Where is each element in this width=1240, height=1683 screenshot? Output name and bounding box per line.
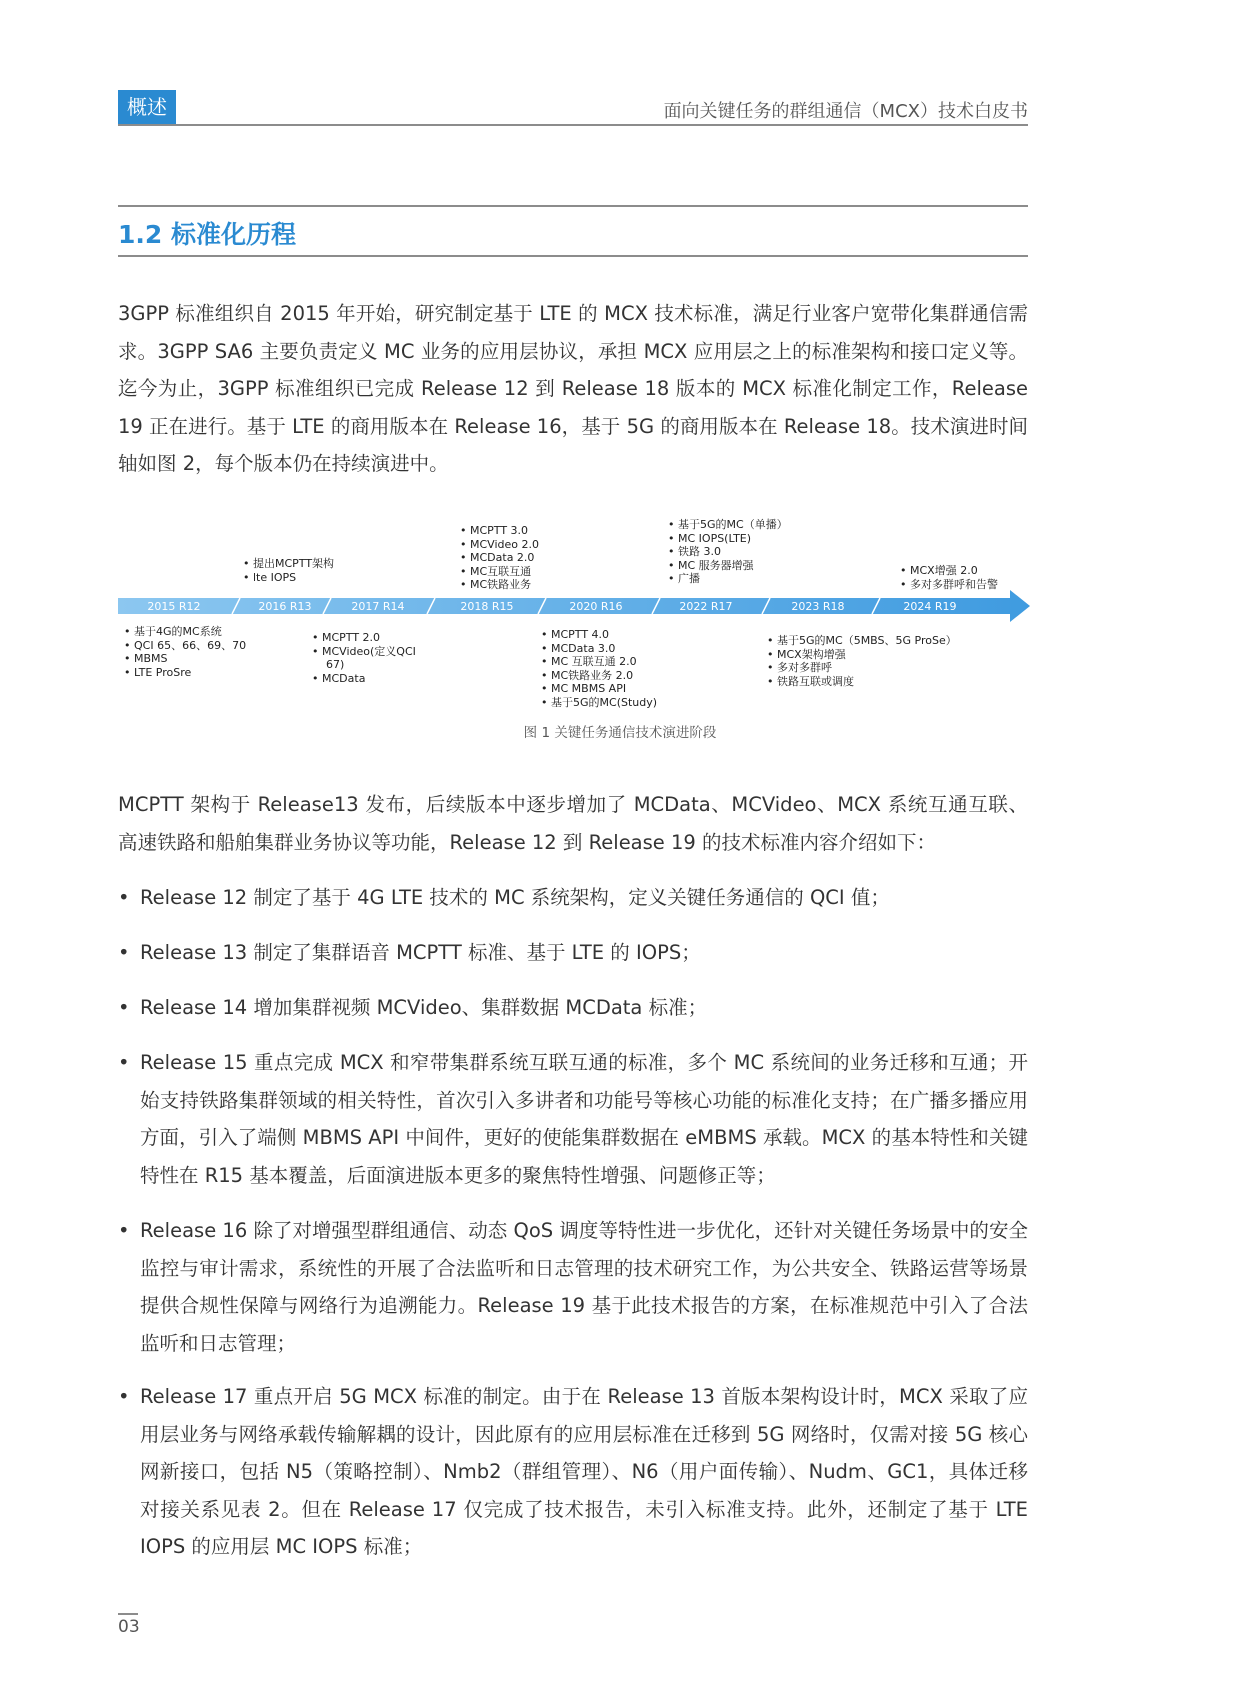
note-item: • 多对多群呼 (767, 661, 832, 674)
note-item: • MC 互联互通 2.0 (541, 655, 637, 668)
note-item: • MCPTT 3.0 (460, 524, 529, 537)
timeline-label-r16: 2020 R16 (569, 600, 623, 613)
section-title: 1.2 标准化历程 (118, 220, 296, 249)
timeline-label-r14: 2017 R14 (351, 600, 405, 613)
note-item: • MBMS (124, 652, 168, 665)
note-item: • 基于5G的MC（5MBS、5G ProSe） (767, 634, 957, 647)
bullet-dot: • (118, 1385, 130, 1408)
note-item: • MCVideo 2.0 (460, 537, 539, 551)
timeline-label-r18: 2023 R18 (791, 600, 845, 613)
note-item: • 铁路互联或调度 (767, 674, 854, 688)
timeline-note-r17 (668, 518, 788, 586)
page-number-rule (118, 1613, 138, 1615)
list-item-text: Release 15 重点完成 MCX 和窄带集群系统互联互通的标准，多个 MC 系统间的业务迁移和互通；开始支持铁路集群领域的相关特性，首次引入多讲者和功能号等核心功能的标准化支持；在广播多播应用方面，引入了端侧 MBMS API 中间件，更好的使能集群数据在 eMBMS 承载。MCX 的基本特性和关键特性在 R15 基本覆盖，后面演进版本更多的聚焦特性增强、问题修正等； (140, 1051, 1028, 1187)
timeline-note-r15 (460, 524, 539, 592)
timeline-label-r17: 2022 R17 (679, 600, 733, 613)
note-item: • 广播 (668, 572, 700, 585)
timeline-label-r15: 2018 R15 (460, 600, 514, 613)
page-number: 03 (118, 1617, 140, 1637)
list-item (118, 1212, 1028, 1362)
bullet-dot: • (118, 941, 130, 964)
note-item: • MC铁路业务 (460, 578, 532, 591)
note-item: • 基于5G的MC（单播） (668, 518, 788, 531)
timeline-label-r19: 2024 R19 (903, 600, 957, 613)
note-item: • MC铁路业务 2.0 (541, 668, 634, 682)
note-item: • MCX架构增强 (767, 647, 846, 661)
note-item: • 提出MCPTT架构 (243, 557, 335, 570)
note-item: • QCI 65、66、69、70 (124, 638, 247, 652)
note-item: • MC MBMS API (541, 682, 627, 695)
note-item: • MCData (312, 671, 366, 685)
note-item: • 基于5G的MC(Study) (541, 695, 658, 709)
note-item: • MCData 2.0 (460, 551, 535, 564)
note-item: • MCX增强 2.0 (900, 564, 978, 577)
list-item (118, 989, 1028, 1027)
list-item (118, 1378, 1028, 1566)
timeline-label-r12: 2015 R12 (147, 600, 201, 613)
note-item: • MCPTT 4.0 (541, 628, 610, 641)
bullet-dot: • (118, 886, 130, 909)
timeline-note-r12 (124, 625, 246, 679)
chapter-tag: 概述 (118, 90, 176, 124)
timeline-note-r13 (243, 557, 334, 584)
bullet-dot: • (118, 1051, 130, 1074)
note-item: • MC互联互通 (460, 564, 532, 578)
bullet-dot: • (118, 996, 130, 1019)
note-item: • MCPTT 2.0 (312, 631, 381, 644)
list-item (118, 879, 1028, 917)
list-item (118, 1044, 1028, 1194)
list-item-text: Release 12 制定了基于 4G LTE 技术的 MC 系统架构，定义关键任务通信的 QCI 值； (140, 886, 890, 909)
note-item: • 基于4G的MC系统 (124, 625, 222, 638)
note-item: • lte IOPS (243, 570, 297, 584)
timeline-note-r16 (541, 628, 657, 709)
list-item-text: Release 17 重点开启 5G MCX 标准的制定。由于在 Release 13 首版本架构设计时，MCX 采取了应用层业务与网络承载传输解耦的设计，因此原有的应用层标准在迁移到 5G 网络时，仅需对接 5G 核心网新接口，包括 N5（策略控制）、Nmb2（群组管理）、N6（用户面传输）、Nudm、GC1，具体迁移对接关系见表 2。但在 Release 17 仅完成了技术报告，未引入标准支持。此外，还制定了基于 LTE IOPS 的应用层 MC IOPS 标准； (140, 1385, 1028, 1558)
intro-paragraph: 3GPP 标准组织自 2015 年开始，研究制定基于 LTE 的 MCX 技术标准，满足行业客户宽带化集群通信需求。3GPP SA6 主要负责定义 MC 业务的应用层协议，承担 MCX 应用层之上的标准架构和接口定义等。迄今为止，3GPP 标准组织已完成 Release 12 到 Release 18 版本的 MCX 标准化制定工作，Release 19 正在进行。基于 LTE 的商用版本在 Release 16，基于 5G 的商用版本在 Release 18。技术演进时间轴如图 2，每个版本仍在持续演进中。 (118, 302, 1028, 475)
note-item: • 多对多群呼和告警 (900, 577, 998, 591)
document-title: 面向关键任务的群组通信（MCX）技术白皮书 (663, 101, 1028, 122)
list-item-text: Release 16 除了对增强型群组通信、动态 QoS 调度等特性进一步优化，还针对关键任务场景中的安全监控与审计需求，系统性的开展了合法监听和日志管理的技术研究工作，为公共安全、铁路运营等场景提供合规性保障与网络行为追溯能力。Release 19 基于此技术报告的方案，在标准规范中引入了合法监听和日志管理； (140, 1219, 1028, 1355)
note-item-cont: 67) (326, 658, 345, 671)
list-item-text: Release 13 制定了集群语音 MCPTT 标准、基于 LTE 的 IOPS； (140, 941, 701, 964)
note-item: • LTE ProSre (124, 665, 192, 679)
note-item: • MC 服务器增强 (668, 558, 754, 572)
timeline-arrow (0, 0, 1240, 640)
release-overview-paragraph: MCPTT 架构于 Release13 发布，后续版本中逐步增加了 MCData、MCVideo、MCX 系统互通互联、高速铁路和船舶集群业务协议等功能，Release 12 到 Release 19 的技术标准内容介绍如下： (118, 793, 1028, 854)
note-item: • MC IOPS(LTE) (668, 531, 752, 545)
note-item: • MCVideo(定义QCI (312, 644, 416, 658)
timeline-note-r19 (900, 564, 998, 591)
bullet-dot: • (118, 1219, 130, 1242)
timeline-note-r14 (312, 631, 416, 685)
note-item: • MCData 3.0 (541, 641, 616, 655)
figure-caption: 图 1 关键任务通信技术演进阶段 (523, 725, 717, 741)
timeline-label-r13: 2016 R13 (258, 600, 312, 613)
list-item-text: Release 14 增加集群视频 MCVideo、集群数据 MCData 标准； (140, 996, 708, 1019)
list-item (118, 934, 1028, 972)
timeline-note-r18 (767, 634, 957, 688)
note-item: • 铁路 3.0 (668, 545, 721, 558)
